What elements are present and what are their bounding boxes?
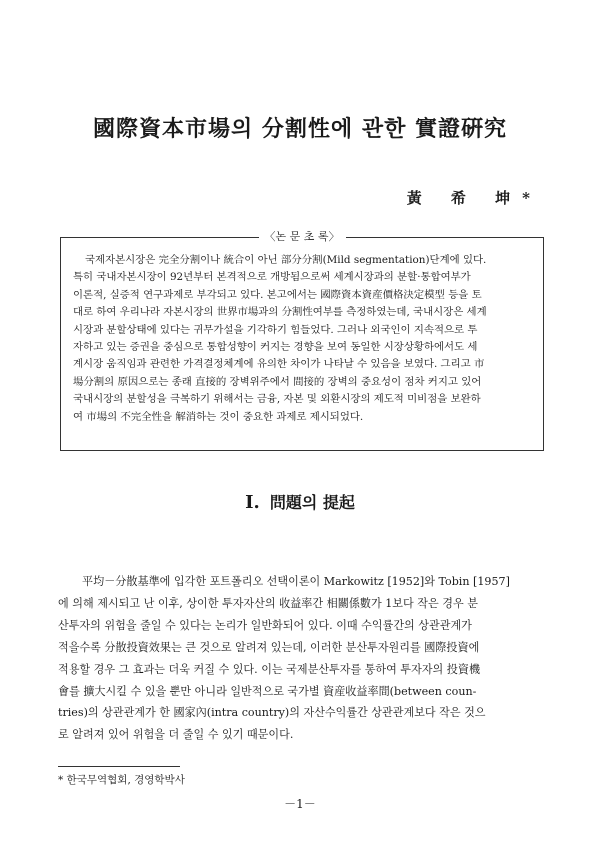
section-title: 問題의 提起: [269, 493, 355, 512]
abstract-box: [60, 230, 544, 451]
abstract-line: 계시장 움직임과 관련한 가격결정체계에 유의한 차이가 나타날 수 있음을 보였다. 그리고 市: [73, 358, 485, 371]
abstract-line: 이론적, 실증적 연구과제로 부각되고 있다. 본고에서는 國際資本資産價格決定模型 등을 토: [73, 288, 482, 301]
section-number: I.: [245, 492, 260, 513]
body-line: 會를 擴大시킬 수 있을 뿐만 아니라 일반적으로 국가별 資産收益率間(between coun-: [58, 684, 477, 698]
section-heading: [0, 490, 600, 513]
abstract-line: 국내시장의 분할성을 극복하기 위해서는 금융, 자본 및 외환시장의 제도적 미비점을 보완하: [73, 393, 481, 406]
abstract-line: 특히 국내자본시장이 92년부터 본격적으로 개방됨으로써 세계시장과의 분할·통합여부가: [73, 271, 471, 284]
author-name: 黃 希 坤*: [406, 189, 542, 207]
abstract-line: 場分割의 原因으로는 종래 直接的 장벽위주에서 間接的 장벽의 중요성이 점차 커지고 있어: [73, 375, 482, 388]
abstract-line: 대로 하여 우리나라 자본시장의 世界市場과의 分割性여부를 측정하였는데, 국내시장은 세계: [73, 306, 487, 319]
abstract-label-text: 〈논 문 초 록〉: [259, 230, 346, 243]
abstract-line: 자하고 있는 증권을 중심으로 통합성향이 커지는 경향을 보여 동일한 시장상황하에서도 세: [73, 341, 478, 354]
body-line: tries)의 상관관계가 한 國家內(intra country)의 자산수익률간 상관관계보다 작은 것으: [58, 706, 486, 720]
abstract-line: 시장과 분할상태에 있다는 귀무가설을 기각하기 힘들었다. 그러나 외국인이 지속적으로 투: [73, 323, 478, 336]
body-text: [58, 571, 542, 746]
abstract-label: [61, 229, 543, 245]
page-number: －1－: [284, 797, 316, 811]
footnote-rule: [58, 766, 180, 767]
body-line: 산투자의 위험을 줄일 수 있다는 논리가 일반화되어 있다. 이때 수익률간의 상관관계가: [58, 618, 472, 632]
body-line: 적용할 경우 그 효과는 더욱 커질 수 있다. 이는 국제분산투자를 통하여 투자자의 投資機: [58, 662, 481, 676]
paper-title: 國際資本市場의 分割性에 관한 實證硏究: [93, 116, 507, 142]
abstract-line: 여 市場의 不完全性을 解消하는 것이 중요한 과제로 제시되었다.: [73, 410, 364, 423]
footnote: * 한국무역협회, 경영학박사: [58, 774, 185, 786]
abstract-text: [73, 252, 531, 426]
body-line: 로 알려져 있어 위험을 더 줄일 수 있기 때문이다.: [58, 728, 294, 742]
body-line: 에 의해 제시되고 난 이후, 상이한 투자자산의 收益率간 相關係數가 1보다 작은 경우 분: [58, 596, 478, 610]
abstract-line: 국제자본시장은 完全分割이나 統合이 아닌 部分分割(Mild segmentation)단계에 있다.: [85, 254, 487, 266]
body-line: 平均－分散基準에 입각한 포트폴리오 선택이론이 Markowitz [1952]와 Tobin [1957]: [82, 575, 510, 588]
body-line: 적을수록 分散投資效果는 큰 것으로 알려져 있는데, 이러한 분산투자원리를 國際投資에: [58, 640, 480, 654]
